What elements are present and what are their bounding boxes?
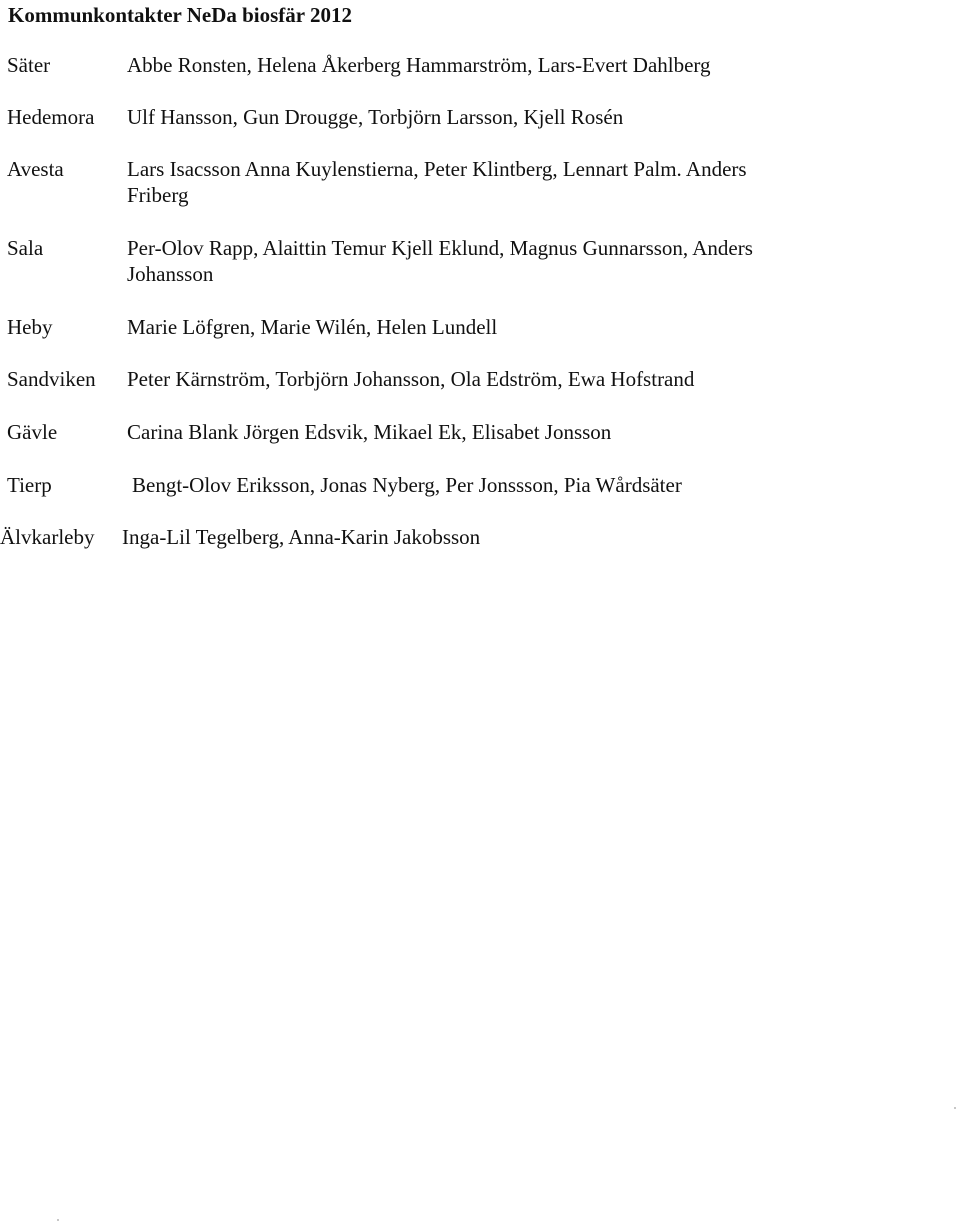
municipality-name: Älvkarleby xyxy=(0,525,95,549)
municipality-name: Säter xyxy=(7,53,51,77)
contact-list: Inga-Lil Tegelberg, Anna-Karin Jakobsson xyxy=(122,525,481,549)
municipality-name: Sala xyxy=(7,236,44,260)
municipality-name: Hedemora xyxy=(7,105,95,129)
contact-list: Carina Blank Jörgen Edsvik, Mikael Ek, Elisabet Jonsson xyxy=(127,420,612,444)
contact-list: Ulf Hansson, Gun Drougge, Torbjörn Larsson, Kjell Rosén xyxy=(127,105,624,129)
municipality-name: Sandviken xyxy=(7,367,96,391)
contact-list: Peter Kärnström, Torbjörn Johansson, Ola Edström, Ewa Hofstrand xyxy=(127,367,695,391)
municipality-name: Gävle xyxy=(7,420,58,444)
municipality-name: Avesta xyxy=(7,157,64,181)
contact-list: Abbe Ronsten, Helena Åkerberg Hammarström, Lars-Evert Dahlberg xyxy=(127,53,711,77)
contact-list: Lars Isacsson Anna Kuylenstierna, Peter Klintberg, Lennart Palm. Anders Friberg xyxy=(127,157,747,207)
scan-speck xyxy=(954,1107,956,1109)
scan-speck xyxy=(57,1219,59,1221)
municipality-name: Tierp xyxy=(7,473,52,497)
contact-list: Bengt-Olov Eriksson, Jonas Nyberg, Per Jonssson, Pia Wårdsäter xyxy=(132,473,682,497)
document-title: Kommunkontakter NeDa biosfär 2012 xyxy=(8,3,352,27)
contact-list: Marie Löfgren, Marie Wilén, Helen Lundell xyxy=(127,315,498,339)
municipality-name: Heby xyxy=(7,315,53,339)
contact-list: Per-Olov Rapp, Alaittin Temur Kjell Eklund, Magnus Gunnarsson, Anders Johansson xyxy=(127,236,753,286)
